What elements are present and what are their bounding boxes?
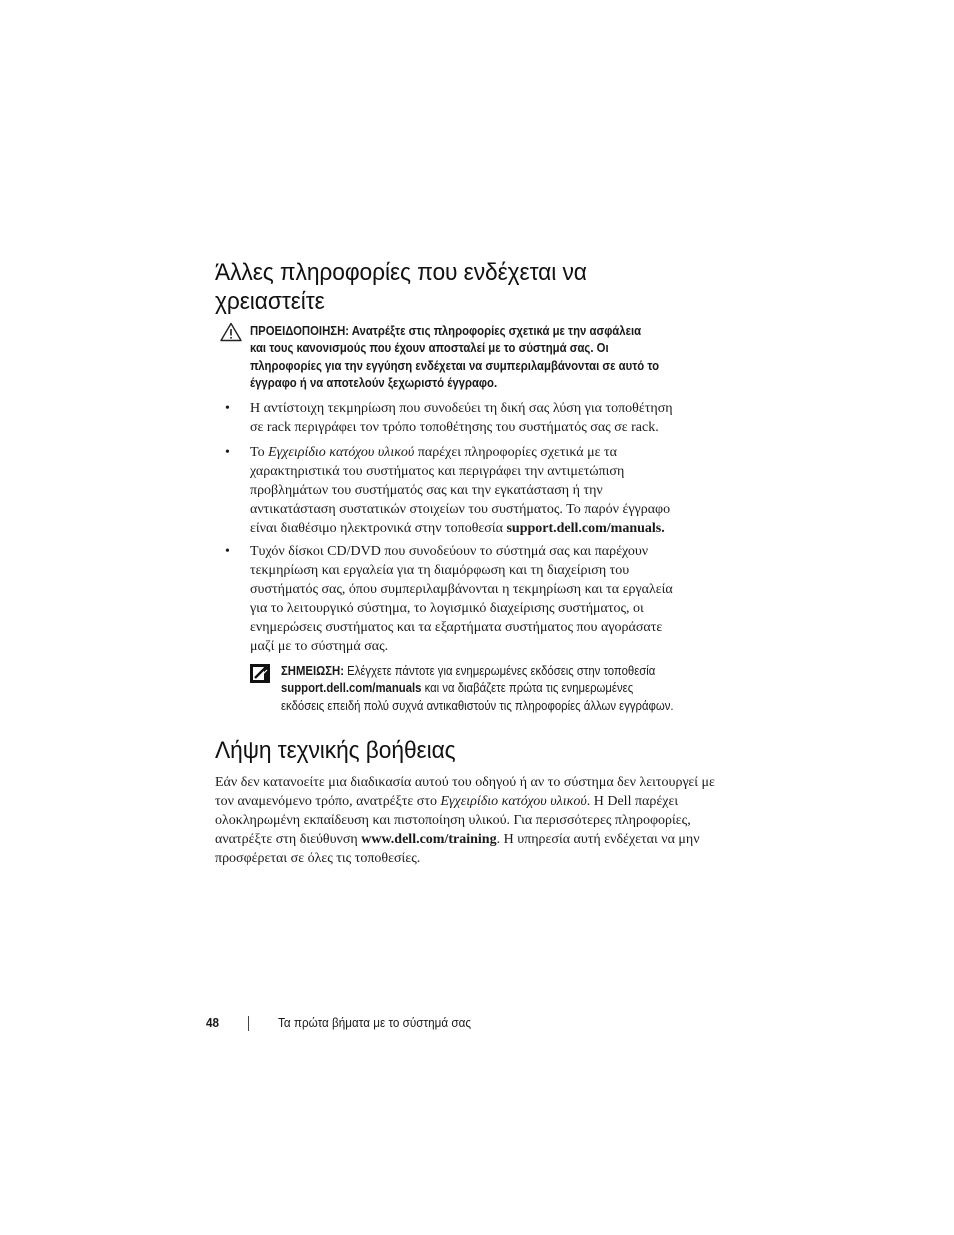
manual-title: Εγχειρίδιο κατόχου υλικού: [268, 445, 415, 460]
list-item: [250, 542, 673, 657]
paragraph-line: προσφέρεται σε όλες τις τοποθεσίες.: [215, 851, 421, 867]
note-label: ΣΗΜΕΙΩΣΗ:: [281, 664, 344, 678]
section-heading-tech-help: Λήψη τεχνικής βοήθειας: [215, 737, 456, 764]
text-run: . Η υπηρεσία αυτή ενδέχεται να μην: [496, 832, 700, 848]
manual-title: Εγχειρίδιο κατόχου υλικού: [440, 794, 587, 810]
warning-line: έγγραφο ή να αποτελούν ξεχωριστό έγγραφο.: [250, 375, 498, 390]
warning-triangle-icon: [220, 322, 242, 342]
list-item-line: συστήματός σας, όπου συμπεριλαμβάνονται η τεκμηρίωση και τα εργαλεία: [250, 582, 673, 598]
list-item-line: τεκμηρίωση και εργαλεία για τη διαμόρφωση και τη διαχείριση του: [250, 563, 630, 579]
warning-line: Ανατρέξτε στις πληροφορίες σχετικά με την ασφάλεια: [349, 324, 642, 338]
list-item-line: μαζί με το σύστημά σας.: [250, 639, 389, 655]
list-item-line: Τυχόν δίσκοι CD/DVD που συνοδεύουν το σύστημά σας και παρέχουν: [250, 544, 649, 559]
support-link[interactable]: support.dell.com/manuals: [281, 681, 422, 696]
list-item-line: χαρακτηριστικά του συστήματος και περιγράφει την αντιμετώπιση: [250, 464, 625, 480]
training-link[interactable]: www.dell.com/training: [361, 832, 497, 848]
list-item: [250, 399, 673, 437]
tech-help-paragraph: [215, 773, 715, 868]
bullet-icon: •: [225, 401, 230, 416]
paragraph-line: ολοκληρωμένη εκπαίδευση και πιστοποίηση υλικού. Για περισσότερες πληροφορίες,: [215, 813, 691, 829]
warning-line: και τους κανονισμούς που έχουν αποσταλεί με το σύστημά σας. Οι: [250, 341, 609, 356]
bullet-icon: •: [225, 445, 230, 460]
warning-line: πληροφορίες για την εγγύηση ενδέχεται να συμπεριλαμβάνονται σε αυτό το: [250, 358, 660, 373]
list-item-line: σε rack περιγράφει τον τρόπο τοποθέτησης του συστήματός σας σε rack.: [250, 420, 659, 436]
text-run: . Η Dell παρέχει: [586, 794, 679, 810]
bullet-icon: •: [225, 544, 230, 559]
note-line: Ελέγχετε πάντοτε για ενημερωμένες εκδόσεις στην τοποθεσία: [344, 664, 656, 678]
warning-label: ΠΡΟΕΙΔΟΠΟΙΗΣΗ:: [250, 324, 350, 338]
footer-divider: [248, 1016, 249, 1031]
note-line: και να διαβάζετε πρώτα τις ενημερωμένες: [421, 681, 634, 696]
heading-line: χρειαστείτε: [215, 288, 325, 315]
heading-line: Άλλες πληροφορίες που ενδέχεται να: [215, 259, 587, 286]
list-item-line: αντικατάσταση συστατικών στοιχείων του συστήματος. Το παρόν έγγραφο: [250, 502, 671, 518]
note-pencil-icon: [250, 664, 270, 683]
text-run: Το: [250, 445, 269, 460]
list-item-line: για το λειτουργικό σύστημα, το λογισμικό διαχείρισης συστήματος, οι: [250, 601, 644, 617]
list-item: [250, 443, 670, 538]
text-run: τον αναμενόμενο τρόπο, ανατρέξτε στο: [215, 794, 441, 810]
section-heading-other-info: [215, 258, 587, 316]
text-run: παρέχει πληροφορίες σχετικά με τα: [414, 445, 617, 460]
list-item-line: προβλημάτων του συστήματός σας και την εγκατάσταση ή την: [250, 483, 603, 499]
text-run: είναι διαθέσιμο ηλεκτρονικά στην τοποθεσία: [250, 521, 507, 537]
list-item-line: Η αντίστοιχη τεκμηρίωση που συνοδεύει τη δική σας λύση για τοποθέτηση: [250, 401, 673, 416]
note-text: [281, 663, 674, 715]
page-number: 48: [206, 1015, 220, 1030]
running-title: Τα πρώτα βήματα με το σύστημά σας: [278, 1015, 472, 1030]
text-run: ανατρέξτε στη διεύθυνση: [215, 832, 362, 848]
paragraph-line: Εάν δεν κατανοείτε μια διαδικασία αυτού του οδηγού ή αν το σύστημα δεν λειτουργεί με: [215, 775, 715, 790]
list-item-line: ενημερώσεις συστήματος και τα εξαρτήματα συστήματος που αγοράσατε: [250, 620, 663, 636]
support-link[interactable]: support.dell.com/manuals.: [506, 521, 665, 537]
warning-text: [250, 323, 673, 392]
note-line: εκδόσεις επειδή πολύ συχνά αντικαθιστούν τις πληροφορίες άλλων εγγράφων.: [281, 698, 674, 713]
